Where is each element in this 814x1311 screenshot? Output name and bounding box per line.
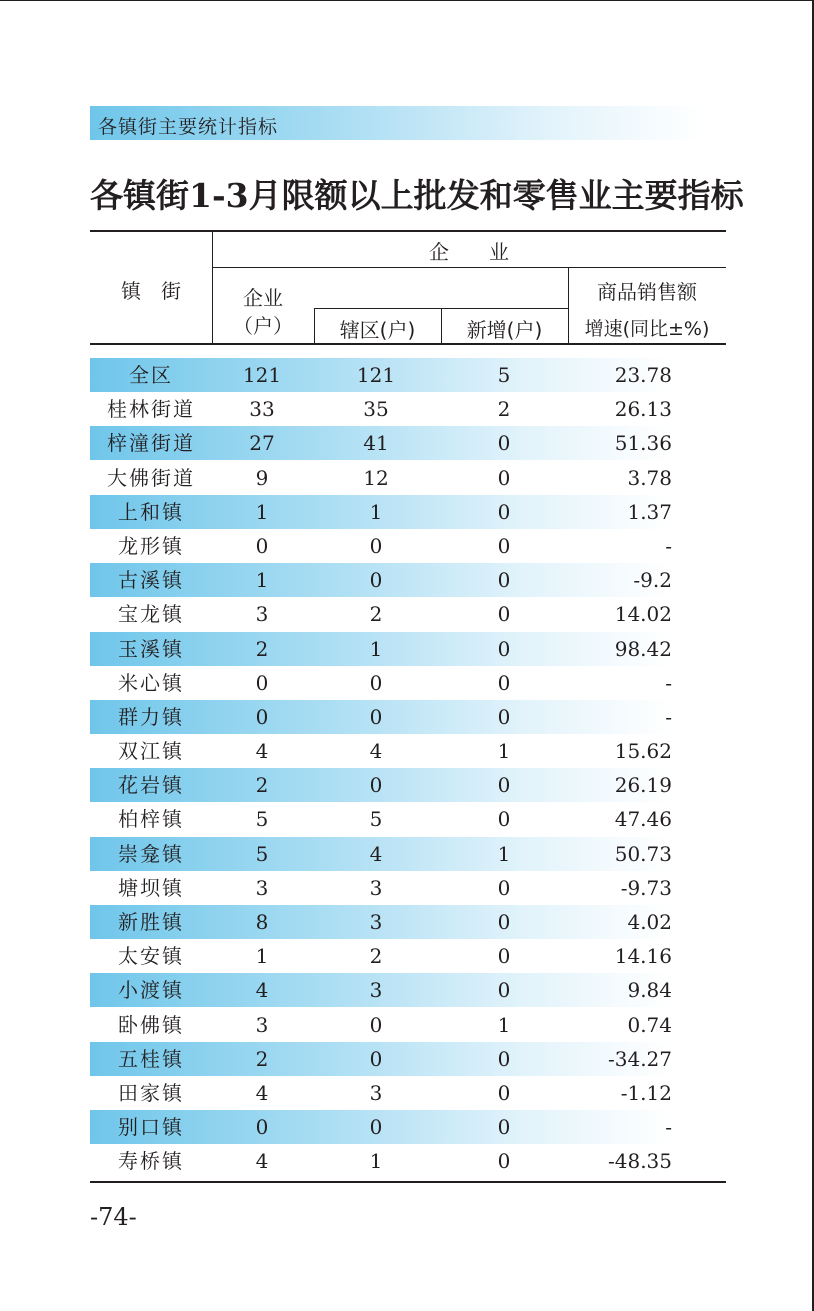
jurisdiction-count-cell: 3 bbox=[369, 910, 383, 934]
enterprise-count-cell: 1 bbox=[255, 568, 269, 593]
new-added-cell: 5 bbox=[497, 363, 511, 387]
jurisdiction-count-cell: 0 bbox=[369, 1012, 383, 1037]
sales-growth-cell: - bbox=[665, 704, 672, 729]
new-added-cell: 0 bbox=[497, 499, 511, 524]
table-row bbox=[90, 939, 726, 973]
jurisdiction-count-cell: 0 bbox=[369, 1046, 383, 1071]
town-name-cell: 田家镇 bbox=[118, 1080, 184, 1105]
town-name-cell: 花岩镇 bbox=[118, 773, 184, 798]
table-row bbox=[90, 973, 726, 1007]
header-jurisdiction: 辖区(户) bbox=[339, 318, 416, 342]
page-frame-top bbox=[0, 0, 814, 1]
table-row bbox=[90, 666, 726, 700]
town-name-cell: 柏梓镇 bbox=[118, 807, 184, 832]
sales-growth-cell: 0.74 bbox=[627, 1012, 672, 1037]
sales-growth-cell: -9.73 bbox=[620, 875, 672, 900]
enterprise-count-cell: 2 bbox=[255, 1046, 269, 1071]
jurisdiction-count-cell: 0 bbox=[369, 670, 383, 695]
enterprise-count-cell: 0 bbox=[255, 704, 269, 729]
sales-growth-cell: 1.37 bbox=[627, 499, 672, 524]
new-added-cell: 0 bbox=[497, 1149, 511, 1174]
table-row bbox=[90, 871, 726, 905]
header-enterprise-count-line2: （户） bbox=[233, 314, 293, 338]
enterprise-count-cell: 4 bbox=[255, 739, 269, 764]
table-row bbox=[90, 837, 726, 871]
table-row bbox=[90, 597, 726, 631]
new-added-cell: 0 bbox=[497, 1115, 511, 1140]
sales-growth-cell: 14.02 bbox=[614, 602, 672, 627]
enterprise-count-cell: 0 bbox=[255, 1115, 269, 1140]
enterprise-count-cell: 8 bbox=[255, 910, 269, 934]
new-added-cell: 0 bbox=[497, 568, 511, 593]
enterprise-count-cell: 5 bbox=[255, 807, 269, 832]
new-added-cell: 0 bbox=[497, 910, 511, 934]
jurisdiction-count-cell: 0 bbox=[369, 773, 383, 798]
sales-growth-cell: 15.62 bbox=[614, 739, 672, 764]
new-added-cell: 0 bbox=[497, 807, 511, 832]
town-name-cell: 塘坝镇 bbox=[118, 875, 184, 900]
new-added-cell: 0 bbox=[497, 978, 511, 1003]
sales-growth-cell: 9.84 bbox=[627, 978, 672, 1003]
table-row bbox=[90, 1110, 726, 1144]
enterprise-count-cell: 4 bbox=[255, 1080, 269, 1105]
town-name-cell: 太安镇 bbox=[118, 944, 184, 969]
header-group-rule bbox=[212, 267, 726, 268]
town-name-cell: 小渡镇 bbox=[118, 978, 184, 1003]
table-row bbox=[90, 495, 726, 529]
jurisdiction-count-cell: 121 bbox=[356, 363, 396, 387]
page-number: -74- bbox=[90, 1203, 137, 1231]
jurisdiction-count-cell: 3 bbox=[369, 875, 383, 900]
table-row bbox=[90, 1144, 726, 1178]
jurisdiction-count-cell: 35 bbox=[363, 397, 389, 422]
header-sales-line1: 商品销售额 bbox=[597, 280, 697, 304]
enterprise-count-cell: 2 bbox=[255, 773, 269, 798]
sales-growth-cell: 26.19 bbox=[614, 773, 672, 798]
jurisdiction-count-cell: 1 bbox=[369, 499, 383, 524]
header-sales-line2: 增速(同比±%) bbox=[584, 318, 710, 340]
town-name-cell: 龙形镇 bbox=[118, 533, 184, 558]
town-name-cell: 崇龛镇 bbox=[118, 841, 184, 866]
new-added-cell: 1 bbox=[497, 841, 511, 866]
town-name-cell: 玉溪镇 bbox=[118, 636, 184, 661]
jurisdiction-count-cell: 0 bbox=[369, 568, 383, 593]
jurisdiction-count-cell: 4 bbox=[369, 841, 383, 866]
table-row bbox=[90, 358, 726, 392]
table-row bbox=[90, 1008, 726, 1042]
new-added-cell: 1 bbox=[497, 739, 511, 764]
town-name-cell: 寿桥镇 bbox=[118, 1149, 184, 1174]
new-added-cell: 0 bbox=[497, 636, 511, 661]
jurisdiction-count-cell: 0 bbox=[369, 704, 383, 729]
jurisdiction-count-cell: 2 bbox=[369, 944, 383, 969]
new-added-cell: 0 bbox=[497, 1046, 511, 1071]
table-row bbox=[90, 802, 726, 836]
new-added-cell: 0 bbox=[497, 875, 511, 900]
new-added-cell: 2 bbox=[497, 397, 511, 422]
section-banner-text: 各镇街主要统计指标 bbox=[98, 116, 279, 138]
sales-growth-cell: 47.46 bbox=[614, 807, 672, 832]
header-enterprise-count-line1: 企业 bbox=[243, 286, 283, 310]
sales-growth-cell: 14.16 bbox=[614, 944, 672, 969]
table-row bbox=[90, 700, 726, 734]
header-bottom-rule bbox=[90, 343, 726, 345]
sales-growth-cell: -48.35 bbox=[607, 1149, 672, 1174]
table-row bbox=[90, 768, 726, 802]
enterprise-count-cell: 4 bbox=[255, 978, 269, 1003]
enterprise-count-cell: 1 bbox=[255, 499, 269, 524]
section-banner bbox=[90, 106, 702, 140]
new-added-cell: 0 bbox=[497, 670, 511, 695]
town-name-cell: 卧佛镇 bbox=[118, 1012, 184, 1037]
table-row bbox=[90, 1076, 726, 1110]
enterprise-count-cell: 33 bbox=[249, 397, 275, 422]
new-added-cell: 0 bbox=[497, 602, 511, 627]
town-name-cell: 米心镇 bbox=[118, 670, 184, 695]
sales-growth-cell: 26.13 bbox=[614, 397, 672, 422]
town-name-cell: 群力镇 bbox=[118, 704, 184, 729]
new-added-cell: 1 bbox=[497, 1012, 511, 1037]
enterprise-count-cell: 3 bbox=[255, 602, 269, 627]
sales-growth-cell: -9.2 bbox=[633, 568, 672, 593]
table-row bbox=[90, 632, 726, 666]
sales-growth-cell: 3.78 bbox=[627, 465, 672, 490]
jurisdiction-count-cell: 0 bbox=[369, 533, 383, 558]
new-added-cell: 0 bbox=[497, 465, 511, 490]
jurisdiction-count-cell: 0 bbox=[369, 1115, 383, 1140]
town-name-cell: 梓潼街道 bbox=[107, 431, 195, 456]
jurisdiction-count-cell: 5 bbox=[369, 807, 383, 832]
town-name-cell: 新胜镇 bbox=[118, 910, 184, 934]
jurisdiction-count-cell: 12 bbox=[363, 465, 389, 490]
header-new-added: 新增(户) bbox=[466, 318, 543, 342]
table-body bbox=[90, 358, 726, 1179]
enterprise-count-cell: 4 bbox=[255, 1149, 269, 1174]
enterprise-count-cell: 121 bbox=[242, 363, 282, 387]
enterprise-count-cell: 2 bbox=[255, 636, 269, 661]
town-name-cell: 五桂镇 bbox=[118, 1046, 184, 1071]
town-name-cell: 全区 bbox=[129, 363, 173, 387]
page-title: 各镇街1-3月限额以上批发和零售业主要指标 bbox=[90, 176, 744, 215]
town-name-cell: 古溪镇 bbox=[118, 568, 184, 593]
table-row bbox=[90, 905, 726, 939]
jurisdiction-count-cell: 1 bbox=[369, 1149, 383, 1174]
sales-growth-cell: - bbox=[665, 670, 672, 695]
header-enterprise-group: 企 业 bbox=[429, 240, 509, 264]
sales-growth-cell: - bbox=[665, 1115, 672, 1140]
jurisdiction-count-cell: 3 bbox=[369, 978, 383, 1003]
table-top-rule bbox=[90, 230, 726, 232]
town-name-cell: 别口镇 bbox=[118, 1115, 184, 1140]
town-name-cell: 大佛街道 bbox=[107, 465, 195, 490]
sales-growth-cell: 51.36 bbox=[614, 431, 672, 456]
town-name-cell: 桂林街道 bbox=[107, 397, 195, 422]
jurisdiction-count-cell: 4 bbox=[369, 739, 383, 764]
table-row bbox=[90, 461, 726, 495]
sales-growth-cell: -1.12 bbox=[620, 1080, 672, 1105]
new-added-cell: 0 bbox=[497, 773, 511, 798]
town-name-cell: 宝龙镇 bbox=[118, 602, 184, 627]
header-town: 镇 街 bbox=[121, 279, 181, 303]
table-row bbox=[90, 1042, 726, 1076]
jurisdiction-count-cell: 2 bbox=[369, 602, 383, 627]
table-row bbox=[90, 426, 726, 460]
sales-growth-cell: 4.02 bbox=[627, 910, 672, 934]
table-bottom-rule bbox=[90, 1181, 726, 1183]
sales-growth-cell: 98.42 bbox=[614, 636, 672, 661]
enterprise-count-cell: 0 bbox=[255, 670, 269, 695]
enterprise-count-cell: 5 bbox=[255, 841, 269, 866]
enterprise-count-cell: 3 bbox=[255, 875, 269, 900]
sales-growth-cell: - bbox=[665, 533, 672, 558]
sales-growth-cell: 50.73 bbox=[614, 841, 672, 866]
jurisdiction-count-cell: 3 bbox=[369, 1080, 383, 1105]
table-row bbox=[90, 734, 726, 768]
new-added-cell: 0 bbox=[497, 1080, 511, 1105]
enterprise-count-cell: 27 bbox=[249, 431, 275, 456]
sales-growth-cell: -34.27 bbox=[607, 1046, 672, 1071]
enterprise-count-cell: 0 bbox=[255, 533, 269, 558]
new-added-cell: 0 bbox=[497, 704, 511, 729]
jurisdiction-count-cell: 41 bbox=[363, 431, 389, 456]
town-name-cell: 上和镇 bbox=[118, 499, 184, 524]
enterprise-count-cell: 3 bbox=[255, 1012, 269, 1037]
jurisdiction-count-cell: 1 bbox=[369, 636, 383, 661]
enterprise-count-cell: 9 bbox=[255, 465, 269, 490]
table-row bbox=[90, 563, 726, 597]
sales-growth-cell: 23.78 bbox=[614, 363, 672, 387]
new-added-cell: 0 bbox=[497, 944, 511, 969]
new-added-cell: 0 bbox=[497, 431, 511, 456]
table-row bbox=[90, 529, 726, 563]
new-added-cell: 0 bbox=[497, 533, 511, 558]
table-row bbox=[90, 392, 726, 426]
town-name-cell: 双江镇 bbox=[118, 739, 184, 764]
enterprise-count-cell: 1 bbox=[255, 944, 269, 969]
